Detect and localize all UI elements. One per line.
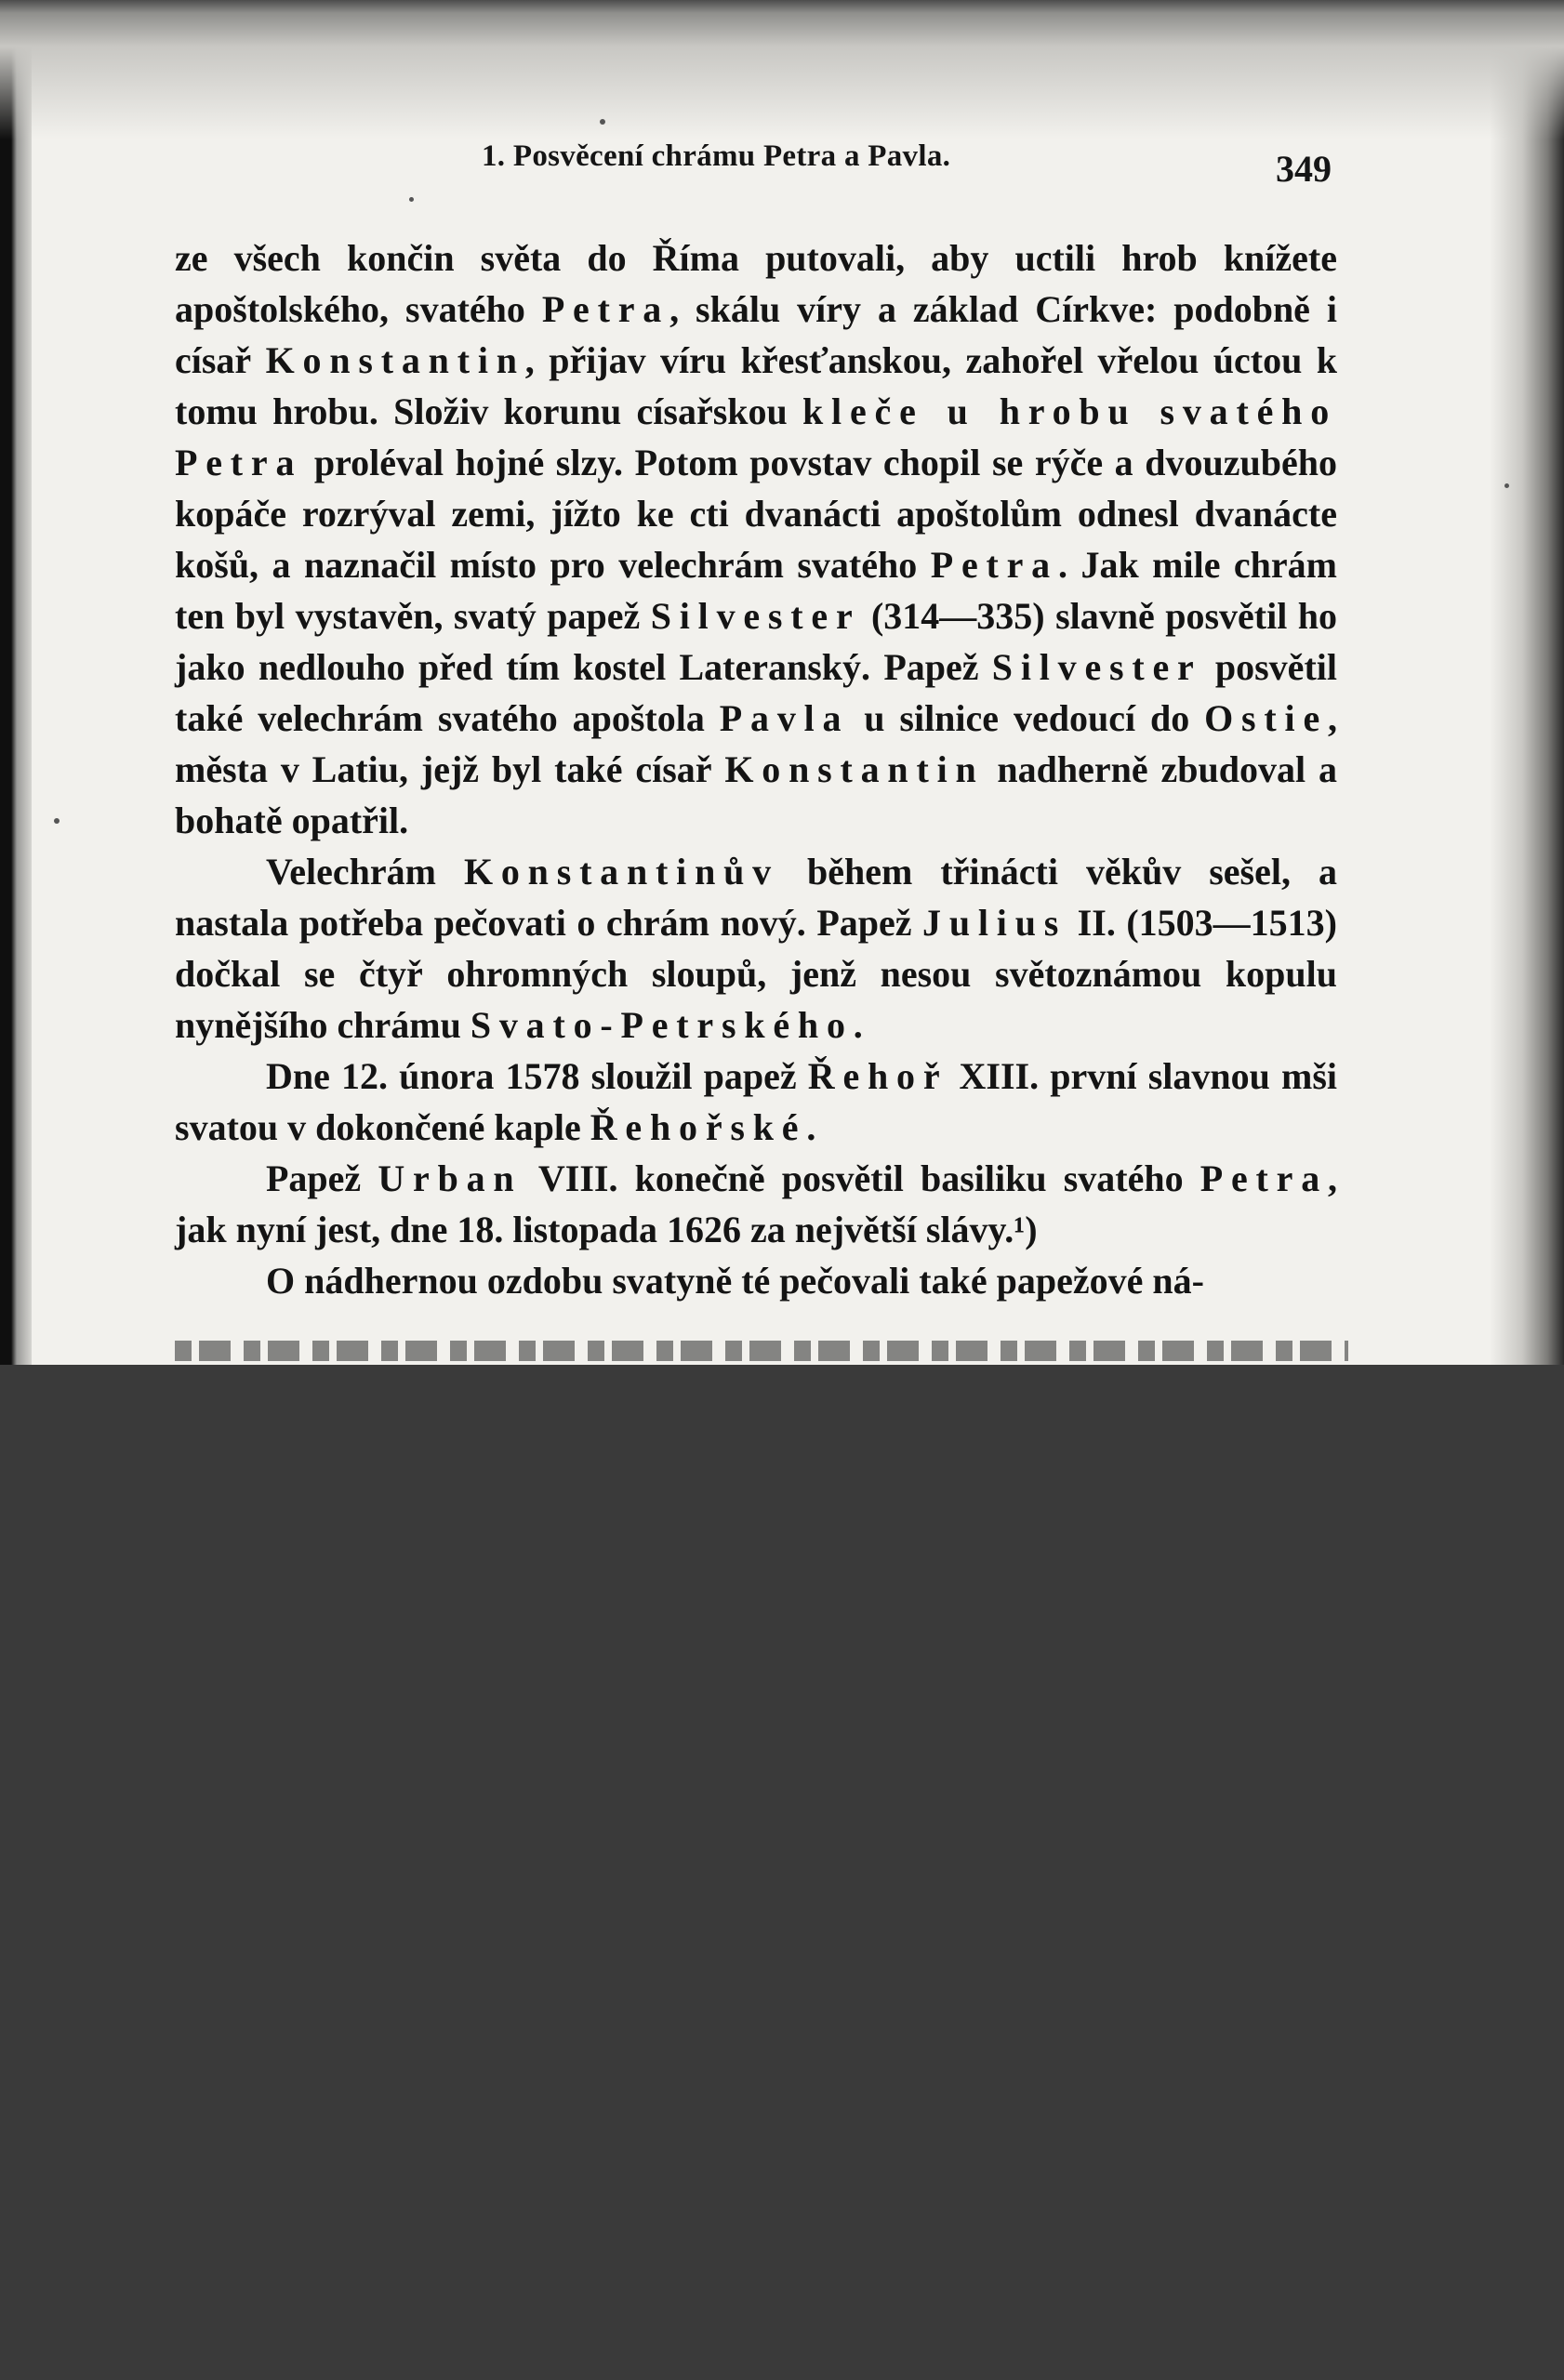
dust-speck [409, 197, 414, 202]
spaced-emphasis-text: Řehořské [590, 1106, 807, 1148]
dust-speck [54, 818, 60, 824]
spaced-emphasis-text: Řehoř [807, 1055, 948, 1097]
spaced-emphasis-text: Pavla [719, 697, 850, 739]
spaced-emphasis-text: Konstantin [265, 339, 525, 381]
running-title: 1. Posvěcení chrámu Petra a Pavla. [482, 139, 951, 173]
spaced-emphasis-text: Petra [930, 544, 1058, 586]
page-number: 349 [1276, 148, 1332, 190]
dark-background-area [0, 1365, 1564, 2380]
body-text [175, 232, 1337, 1306]
top-edge-shadow [0, 0, 1564, 139]
paragraph [175, 1153, 1337, 1255]
spaced-emphasis-text: Konstantin [724, 748, 985, 790]
text-run: Papež [266, 1157, 378, 1199]
text-run: , města v Latiu, jejž byl také císař [175, 697, 1337, 790]
dust-speck [1504, 483, 1509, 488]
text-run: u silnice vedoucí do [849, 697, 1205, 739]
spaced-emphasis-text: Konstantinův [463, 851, 779, 892]
spaced-emphasis-text: Urban [378, 1157, 523, 1199]
spaced-emphasis-text: Petra [541, 288, 670, 330]
book-binding-right [1490, 0, 1564, 1365]
spaced-emphasis-text: Petra [1200, 1157, 1329, 1199]
page-header [175, 139, 1348, 190]
paragraph [175, 1255, 1337, 1306]
dust-speck [600, 119, 605, 125]
paragraph [175, 1051, 1337, 1153]
spaced-emphasis-text: Silvester [991, 646, 1202, 688]
text-run: ze všech končin světa do Říma putovali, aby uctili hrob knížete apoštolského, svatého [175, 237, 1337, 330]
spaced-emphasis-text: Silvester [650, 595, 861, 637]
text-run: VIII. konečně posvětil basiliku svatého [522, 1157, 1200, 1199]
text-run: Dne 12. února 1578 sloužil papež [266, 1055, 808, 1097]
book-binding-left [0, 0, 32, 1365]
text-run: XIII. první slavnou mši svatou v dokončené kaple [175, 1055, 1337, 1148]
text-run: posvětil také velechrám svatého apoštola [175, 646, 1337, 739]
paragraph [175, 846, 1337, 1051]
text-run: nadherně zbudoval a bohatě opatřil. [175, 748, 1337, 841]
text-run: . [806, 1106, 816, 1148]
text-run: , přijav víru křesťanskou, zahořel vřelou úctou k tomu hrobu. Složiv korunu císařskou [175, 339, 1338, 432]
paragraph [175, 232, 1337, 846]
spaced-emphasis-text: Julius [922, 902, 1067, 944]
text-run: (314—335) slavně posvětil ho jako nedlouho před tím kostel Lateranský. Papež [175, 595, 1338, 688]
text-run: , skálu víry a základ Církve: podobně i císař [175, 288, 1337, 381]
text-run: , jak nyní jest, dne 18. listopada 1626 za největší slávy.¹) [175, 1157, 1338, 1250]
text-run: . [853, 1004, 863, 1046]
text-run: O nádhernou ozdobu svatyně té pečovali také papežové ná- [266, 1260, 1204, 1302]
spaced-emphasis-text: kleče u hrobu svatého Petra [175, 390, 1337, 483]
spaced-emphasis-text: Ostie [1204, 697, 1328, 739]
text-run: během třinácti věkův sešel, a nastala potřeba pečovati o chrám nový. Papež [175, 851, 1337, 944]
text-run: Velechrám [266, 851, 464, 892]
text-run: . Jak mile chrám ten byl vystavěn, svatý papež [175, 544, 1337, 637]
spaced-emphasis-text: Svato-Petrského [470, 1004, 854, 1046]
cut-off-text-line [175, 1339, 1348, 1365]
text-run: II. (1503—1513) dočkal se čtyř ohromných sloupů, jenž nesou světoznámou kopulu nynějšího chrámu [175, 902, 1337, 1046]
text-run: proléval hojné slzy. Potom povstav chopil se rýče a dvouzubého kopáče rozrýval zemi, jížto ke cti dvanácti apoštolům odnesl dvanácte košů, a naznačil místo pro velechrám svatého [175, 442, 1337, 586]
